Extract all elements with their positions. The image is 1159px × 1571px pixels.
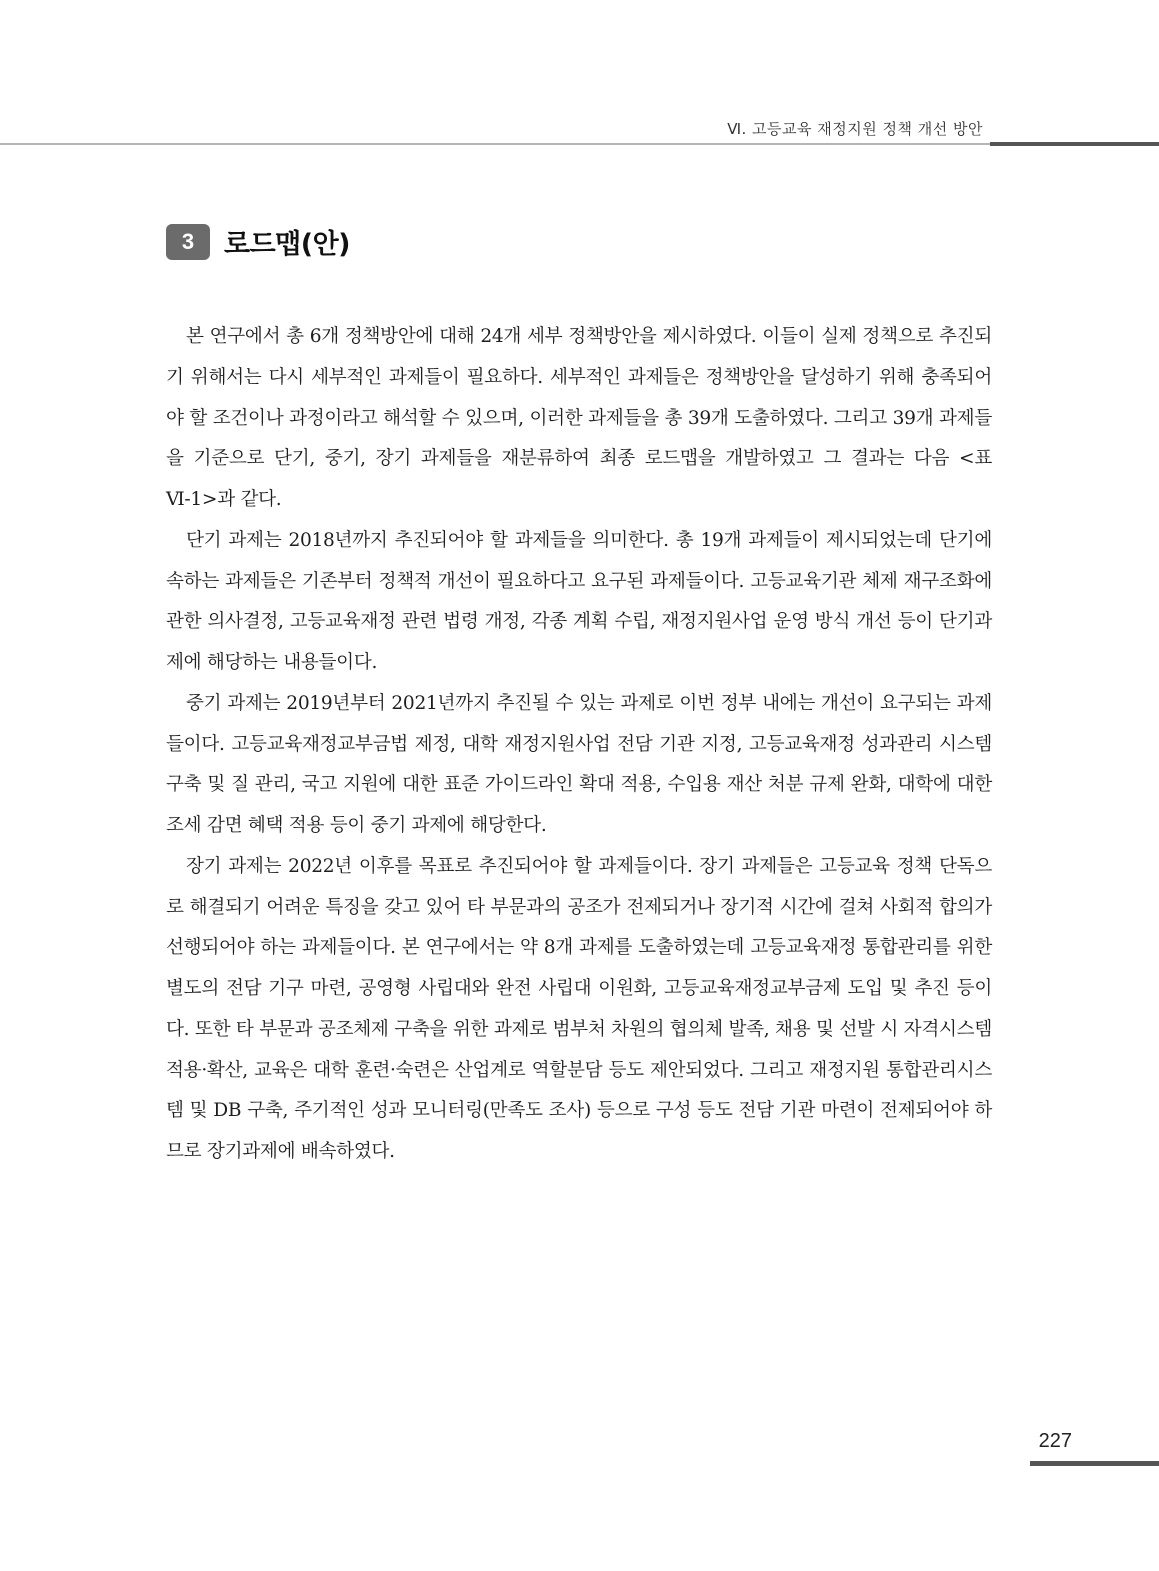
paragraph-intro: 본 연구에서 총 6개 정책방안에 대해 24개 세부 정책방안을 제시하였다. 이들이 실제 정책으로 추진되기 위해서는 다시 세부적인 과제들이 필요하다. 세부적인 과제들은 정책방안을 달성하기 위해 충족되어야 할 조건이나 과정이라고 해석할 수 있으며, 이러한 과제들을 총 39개 도출하였다. 그리고 39개 과제들을 기준으로 단기, 중기, 장기 과제들을 재분류하여 최종 로드맵을 개발하였고 그 결과는 다음 <표 Ⅵ-1>과 같다. [166, 326, 992, 510]
section-number-badge: 3 [166, 224, 210, 260]
page-number: 227 [1038, 1430, 1072, 1452]
section-heading [166, 222, 350, 261]
section-title: 로드맵(안) [224, 229, 351, 260]
paragraph-short-term: 단기 과제는 2018년까지 추진되어야 할 과제들을 의미한다. 총 19개 과제들이 제시되었는데 단기에 속하는 과제들은 기존부터 정책적 개선이 필요하다고 요구된 과제들이다. 고등교육기관 체제 재구조화에 관한 의사결정, 고등교육재정 관련 법령 개정, 각종 계획 수립, 재정지원사업 운영 방식 개선 등이 단기과제에 해당하는 내용들이다. [166, 529, 992, 673]
header-divider-accent [990, 142, 1159, 146]
paragraph-long-term: 장기 과제는 2022년 이후를 목표로 추진되어야 할 과제들이다. 장기 과제들은 고등교육 정책 단독으로 해결되기 어려운 특징을 갖고 있어 타 부문과의 공조가 전제되거나 장기적 시간에 걸쳐 사회적 합의가 선행되어야 하는 과제들이다. 본 연구에서는 약 8개 과제를 도출하였는데 고등교육재정 통합관리를 위한 별도의 전담 기구 마련, 공영형 사립대와 완전 사립대 이원화, 고등교육재정교부금제 도입 및 추진 등이다. 또한 타 부문과 공조체제 구축을 위한 과제로 범부처 차원의 협의체 발족, 채용 및 선발 시 자격시스템 적용·확산, 교육은 대학 훈련·숙련은 산업계로 역할분담 등도 제안되었다. 그리고 재정지원 통합관리시스템 및 DB 구축, 주기적인 성과 모니터링(만족도 조사) 등으로 구성 등도 전담 기관 마련이 전제되어야 하므로 장기과제에 배속하였다. [166, 855, 992, 1162]
footer-divider [1030, 1461, 1159, 1466]
body-text [166, 317, 992, 1173]
paragraph-mid-term: 중기 과제는 2019년부터 2021년까지 추진될 수 있는 과제로 이번 정부 내에는 개선이 요구되는 과제들이다. 고등교육재정교부금법 제정, 대학 재정지원사업 전담 기관 지정, 고등교육재정 성과관리 시스템 구축 및 질 관리, 국고 지원에 대한 표준 가이드라인 확대 적용, 수입용 재산 처분 규제 완화, 대학에 대한 조세 감면 혜택 적용 등이 중기 과제에 해당한다. [166, 692, 992, 836]
header-divider [0, 143, 990, 145]
running-header-title: Ⅵ. 고등교육 재정지원 정책 개선 방안 [727, 120, 983, 138]
